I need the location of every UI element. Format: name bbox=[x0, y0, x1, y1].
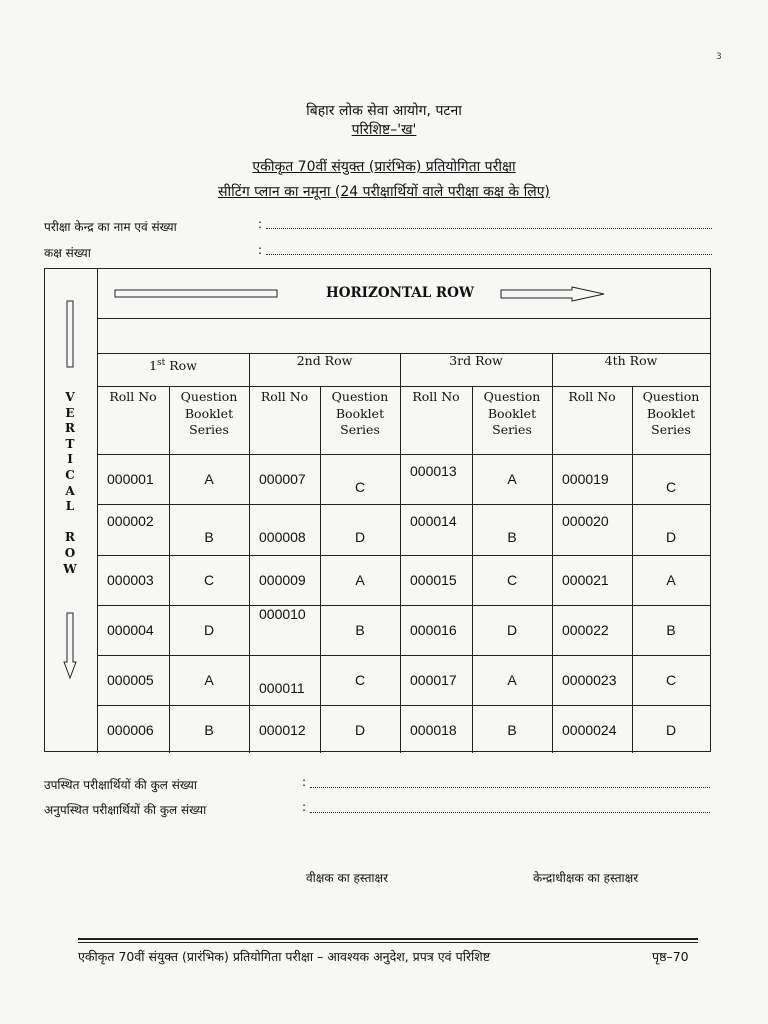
roll-number: 000015 bbox=[410, 572, 457, 588]
col-header-series: Question bbox=[331, 389, 389, 404]
booklet-series: D bbox=[354, 529, 366, 545]
down-arrow-icon bbox=[62, 612, 78, 680]
absent-colon: : bbox=[302, 800, 307, 814]
roll-number: 000016 bbox=[410, 622, 457, 638]
roll-number: 000008 bbox=[259, 529, 306, 545]
col-header-roll: Roll No bbox=[568, 389, 616, 404]
col-header-series: Booklet bbox=[184, 405, 234, 421]
roll-number: 000014 bbox=[410, 513, 457, 529]
vert-letter: R bbox=[65, 421, 75, 436]
roll-number: 000002 bbox=[107, 513, 154, 529]
col-header-series: Question bbox=[483, 389, 541, 404]
present-label: उपस्थित परीक्षार्थियों की कुल संख्या bbox=[44, 778, 197, 792]
centre-field[interactable] bbox=[266, 228, 712, 229]
col-header-series: Question bbox=[642, 389, 700, 404]
col-header-series: Booklet bbox=[335, 405, 385, 421]
booklet-series: B bbox=[355, 622, 365, 638]
roll-number: 000021 bbox=[562, 572, 609, 588]
roll-number: 000017 bbox=[410, 672, 457, 688]
booklet-series: D bbox=[665, 722, 677, 738]
room-field[interactable] bbox=[266, 254, 712, 255]
exam-title: एकीकृत 70वीं संयुक्त (प्रारंभिक) प्रतियोगिता परीक्षा bbox=[252, 159, 516, 175]
roll-number: 000003 bbox=[107, 572, 154, 588]
booklet-series: B bbox=[204, 529, 214, 545]
col-header-roll: Roll No bbox=[412, 389, 460, 404]
roll-number: 000006 bbox=[107, 722, 154, 738]
booklet-series: A bbox=[204, 672, 214, 688]
booklet-series: B bbox=[507, 722, 517, 738]
col-header-series: Series bbox=[189, 422, 229, 437]
vert-letter: E bbox=[65, 405, 75, 420]
row-group-3: 3rd Row bbox=[449, 353, 503, 368]
booklet-series: B bbox=[204, 722, 214, 738]
col-header-roll: Roll No bbox=[109, 389, 157, 404]
vertical-row-label bbox=[62, 390, 78, 577]
booklet-series: C bbox=[354, 479, 366, 495]
booklet-series: D bbox=[506, 622, 518, 638]
roll-number: 000007 bbox=[259, 471, 306, 487]
org-title: बिहार लोक सेवा आयोग, पटना bbox=[306, 103, 462, 119]
roll-number: 000009 bbox=[259, 572, 306, 588]
room-colon: : bbox=[258, 243, 263, 257]
booklet-series: D bbox=[203, 622, 215, 638]
roll-number: 0000023 bbox=[562, 672, 617, 688]
footer-rule bbox=[78, 938, 698, 940]
absent-field[interactable] bbox=[310, 812, 710, 813]
row-group-2: 2nd Row bbox=[296, 353, 353, 368]
footer-text: एकीकृत 70वीं संयुक्त (प्रारंभिक) प्रतियोगिता परीक्षा – आवश्यक अनुदेश, प्रपत्र एवं परिशिष्ट bbox=[78, 949, 491, 964]
left-bar-icon bbox=[114, 287, 280, 301]
invigilator-signature: वीक्षक का हस्ताक्षर bbox=[306, 871, 389, 885]
page-number: पृष्ठ–70 bbox=[652, 949, 689, 964]
booklet-series: C bbox=[506, 572, 518, 588]
booklet-series: C bbox=[203, 572, 215, 588]
roll-number: 000005 bbox=[107, 672, 154, 688]
horizontal-row-label: HORIZONTAL ROW bbox=[325, 285, 475, 301]
vertical-bar-icon bbox=[64, 300, 76, 368]
present-field[interactable] bbox=[310, 787, 710, 788]
roll-number: 000013 bbox=[410, 463, 457, 479]
vert-letter: T bbox=[65, 436, 75, 451]
booklet-series: B bbox=[666, 622, 676, 638]
booklet-series: A bbox=[204, 471, 214, 487]
plan-title: सीटिंग प्लान का नमूना (24 परीक्षार्थियों वाले परीक्षा कक्ष के लिए) bbox=[218, 184, 550, 200]
roll-number: 000012 bbox=[259, 722, 306, 738]
vert-letter: R bbox=[65, 530, 75, 545]
roll-number: 000020 bbox=[562, 513, 609, 529]
vert-letter: W bbox=[63, 561, 77, 576]
vert-letter bbox=[62, 515, 78, 531]
col-header-series: Booklet bbox=[646, 405, 696, 421]
booklet-series: A bbox=[507, 471, 517, 487]
col-header-series: Booklet bbox=[487, 405, 537, 421]
corner-mark: 3 bbox=[716, 52, 722, 62]
booklet-series: A bbox=[355, 572, 365, 588]
appendix-title: परिशिष्ट–'ख' bbox=[351, 122, 417, 138]
col-header-series: Series bbox=[651, 422, 691, 437]
booklet-series: A bbox=[666, 572, 676, 588]
booklet-series: D bbox=[665, 529, 677, 545]
roll-number: 000019 bbox=[562, 471, 609, 487]
footer-rule-thin bbox=[78, 942, 698, 943]
superintendent-signature: केन्द्राधीक्षक का हस्ताक्षर bbox=[533, 871, 639, 885]
col-header-series: Series bbox=[492, 422, 532, 437]
col-header-series: Series bbox=[340, 422, 380, 437]
booklet-series: C bbox=[354, 672, 366, 688]
booklet-series: D bbox=[354, 722, 366, 738]
roll-number: 000022 bbox=[562, 622, 609, 638]
room-label: कक्ष संख्या bbox=[44, 246, 91, 260]
vert-letter: L bbox=[65, 499, 75, 514]
row-group-1: 1st Row bbox=[149, 358, 197, 374]
roll-number: 0000024 bbox=[562, 722, 617, 738]
centre-colon: : bbox=[258, 217, 263, 231]
centre-label: परीक्षा केन्द्र का नाम एवं संख्या bbox=[44, 220, 177, 234]
booklet-series: C bbox=[665, 479, 677, 495]
roll-number: 000018 bbox=[410, 722, 457, 738]
col-header-roll: Roll No bbox=[260, 389, 309, 404]
vert-letter: I bbox=[67, 452, 73, 467]
roll-number: 000001 bbox=[107, 471, 154, 487]
booklet-series: C bbox=[665, 672, 677, 688]
col-header-series: Question bbox=[180, 389, 238, 404]
right-arrow-icon bbox=[500, 286, 606, 302]
vert-letter: C bbox=[65, 467, 75, 482]
booklet-series: B bbox=[507, 529, 517, 545]
vert-letter: V bbox=[65, 390, 75, 404]
roll-number: 000011 bbox=[259, 680, 305, 696]
booklet-series: A bbox=[507, 672, 517, 688]
vert-letter: O bbox=[64, 545, 76, 560]
absent-label: अनुपस्थित परीक्षार्थियों की कुल संख्या bbox=[44, 803, 207, 817]
roll-number: 000004 bbox=[107, 622, 154, 638]
vert-letter: A bbox=[65, 483, 75, 498]
roll-number: 000010 bbox=[259, 606, 306, 622]
present-colon: : bbox=[302, 775, 307, 789]
row-group-4: 4th Row bbox=[604, 353, 658, 368]
